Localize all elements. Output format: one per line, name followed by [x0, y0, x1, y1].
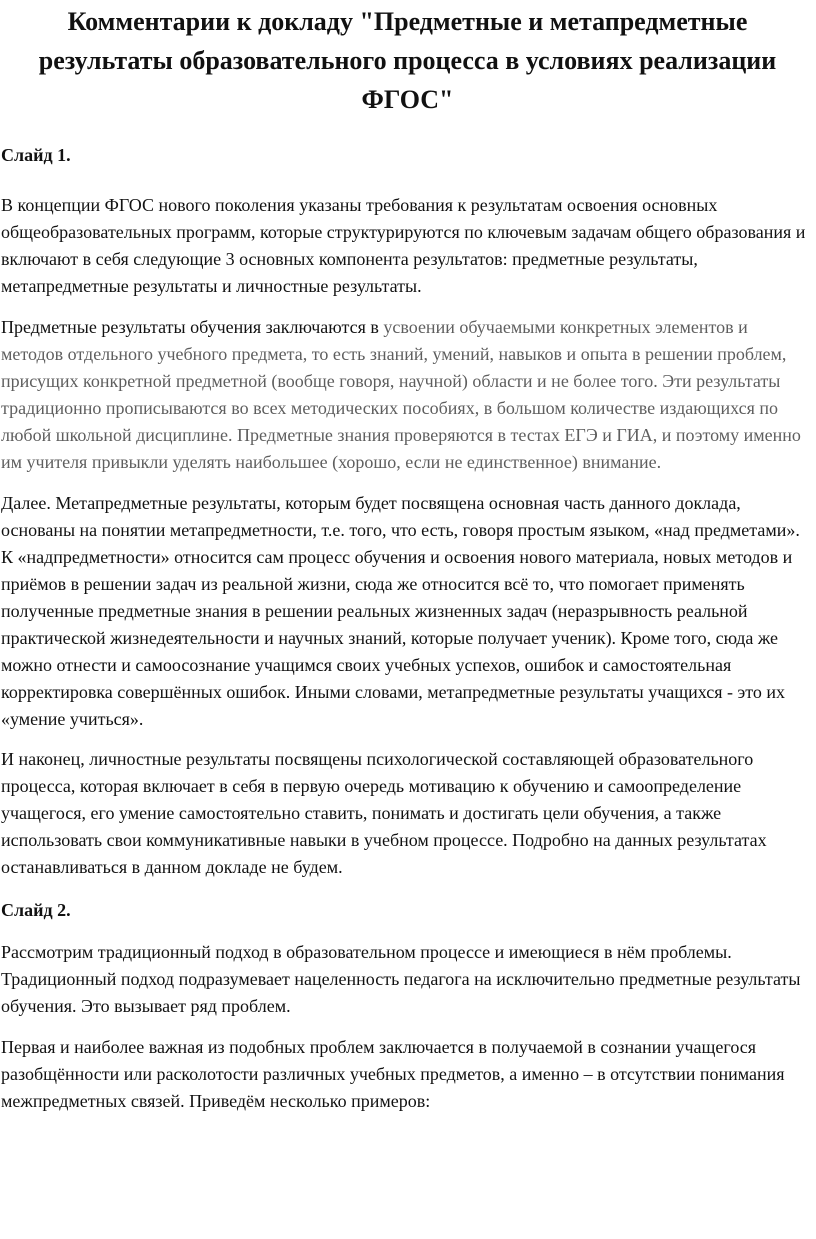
paragraph-metasubject-results: Далее. Метапредметные результаты, которым будет посвящена основная часть данного доклада, основаны на понятии метапредметности, т.е. того, что есть, говоря простым языком, «над предметами». К «надпредметности» относится сам процесс обучения и освоения нового материала, новых методов и приёмов в решении задач из реальной жизни, сюда же относится всё то, что помогает применять полученные предметные знания в решении реальных жизненных задач (неразрывность реальной практической жизнедеятельности и научных знаний, которые получает ученик). Кроме того, сюда же можно отнести и самоосознание учащимся своих учебных успехов, ошибок и самостоятельная корректировка совершённых ошибок. Иными словами, метапредметные результаты учащихся - это их «умение учиться». — [1, 493, 800, 729]
document-title: Комментарии к докладу "Предметные и метапредметные результаты образовательного процесса в условиях реализации ФГОС" — [38, 7, 777, 114]
paragraph-traditional-approach: Рассмотрим традиционный подход в образовательном процессе и имеющиеся в нём проблемы. Традиционный подход подразумевает нацеленность педагога на исключительно предметные результаты обучения. Это вызывает ряд проблем. — [1, 942, 801, 1016]
paragraph-components: В концепции ФГОС нового поколения указаны требования к результатам освоения основных общеобразовательных программ, которые структурируются по ключевым задачам общего образования и включают в себя следующие 3 основных компонента результатов: предметные результаты, метапредметные результаты и личностные результаты. — [1, 195, 806, 296]
paragraph-first-problem: Первая и наиболее важная из подобных проблем заключается в получаемой в сознании учащегося разобщённости или расколотости различных учебных предметов, а именно – в отсутствии понимания межпредметных связей. Приведём несколько примеров: — [1, 1037, 785, 1111]
paragraph-subject-results — [1, 314, 814, 476]
slide-1-heading: Слайд 1. — [1, 145, 71, 165]
slide-2-heading: Слайд 2. — [1, 900, 71, 920]
paragraph-personal-results: И наконец, личностные результаты посвящены психологической составляющей образовательного процесса, которая включает в себя в первую очередь мотивацию к обучению и самоопределение учащегося, его умение самостоятельно ставить, понимать и достигать цели обучения, а также использовать свои коммуникативные навыки в учебном процессе. Подробно на данных результатах останавливаться в данном докладе не будем. — [1, 749, 767, 877]
paragraph-subject-results-body: усвоении обучаемыми конкретных элементов и методов отдельного учебного предмета, то есть знаний, умений, навыков и опыта в решении проблем, присущих конкретной предметной (вообще говоря, научной) области и не более того. Эти результаты традиционно прописываются во всех методических пособиях, в большом количестве издающихся по любой школьной дисциплине. Предметные знания проверяются в тестах ЕГЭ и ГИА, и поэтому именно им учителя привыкли уделять наибольшее (хорошо, если не единственное) внимание. — [1, 317, 801, 472]
paragraph-subject-results-lead: Предметные результаты обучения заключаются в — [1, 317, 379, 337]
